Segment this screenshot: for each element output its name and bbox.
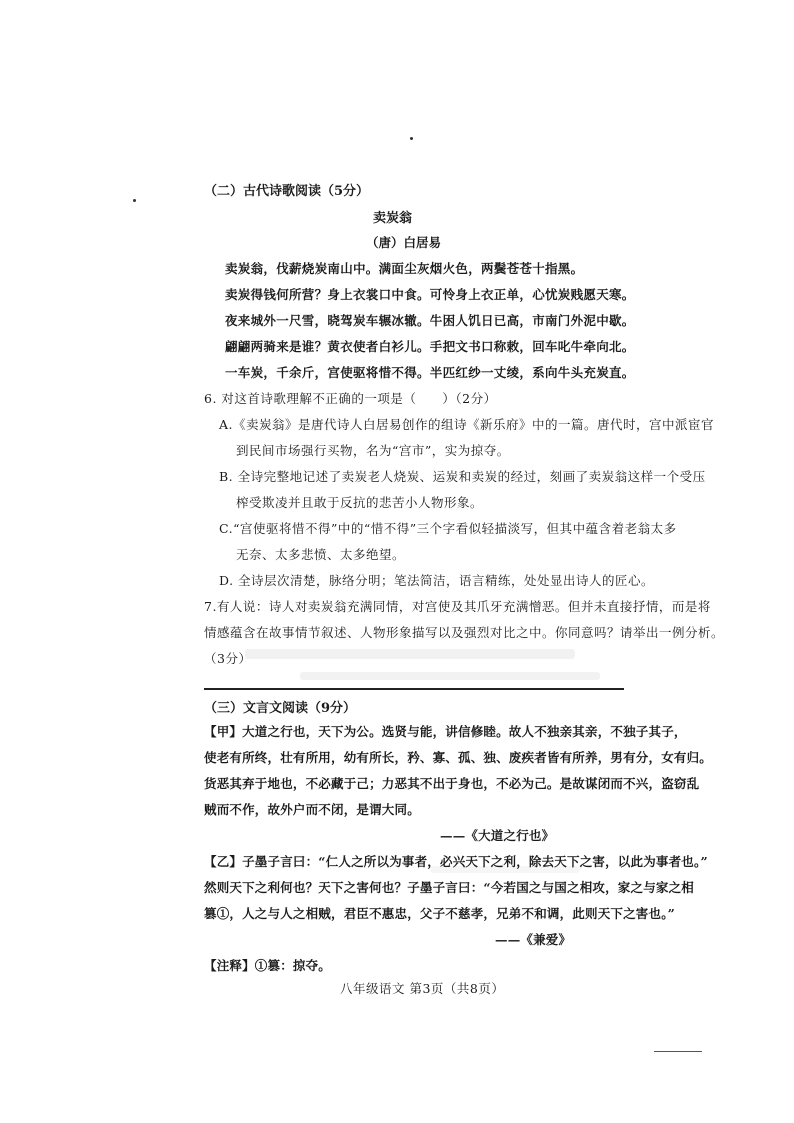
passage-yi-line: 篡①，人之与人之相贼，君臣不惠忠，父子不慈孝，兄弟不和调，此则天下之害也。” bbox=[204, 906, 676, 921]
question-6-option-a: A.《卖炭翁》是唐代诗人白居易创作的组诗《新乐府》中的一篇。唐代时，宫中派宦官 bbox=[219, 417, 715, 432]
annotation-note: 【注释】①篡：掠夺。 bbox=[204, 958, 332, 973]
poem-title: 卖炭翁 bbox=[373, 211, 413, 226]
question-6-option-b-cont: 榨受欺凌并且敢于反抗的悲苦小人物形象。 bbox=[236, 495, 484, 510]
question-6-stem: 6. 对这首诗歌理解不正确的一项是（ ）（2分） bbox=[204, 391, 497, 406]
passage-jia-line: 货恶其弃于地也，不必藏于己；力恶其不出于身也，不必为己。是故谋闭而不兴，盗窃乱 bbox=[204, 776, 700, 791]
section-divider bbox=[204, 688, 624, 690]
scan-smudge bbox=[300, 672, 600, 680]
section-title-classical: （三）文言文阅读（9分） bbox=[204, 701, 357, 716]
poem-line: 翩翩两骑来是谁？黄衣使者白衫儿。手把文书口称敕，回车叱牛牵向北。 bbox=[225, 339, 635, 354]
scan-speck bbox=[410, 137, 413, 140]
question-6-option-b: B. 全诗完整地记述了卖炭老人烧炭、运炭和卖炭的经过，刻画了卖炭翁这样一个受压 bbox=[219, 469, 706, 484]
poem-author: （唐）白居易 bbox=[366, 235, 442, 250]
poem-line: 卖炭翁，伐薪烧炭南山中。满面尘灰烟火色，两鬓苍苍十指黑。 bbox=[225, 261, 584, 276]
passage-yi-source: ——《兼爱》 bbox=[495, 932, 572, 947]
scan-smudge bbox=[245, 649, 575, 659]
passage-jia-line: 使老有所终，壮有所用，幼有所长，矜、寡、孤、独、废疾者皆有所养，男有分，女有归。 bbox=[204, 750, 713, 765]
passage-jia-source: ——《大道之行也》 bbox=[440, 828, 555, 843]
passage-jia-line: 【甲】大道之行也，天下为公。选贤与能，讲信修睦。故人不独亲其亲，不独子其子， bbox=[204, 724, 687, 739]
question-6-option-a-cont: 到民间市场强行买物，名为“宫市”，实为掠夺。 bbox=[236, 443, 510, 458]
scan-edge-mark bbox=[654, 1051, 702, 1052]
page-footer: 八年级语文 第3页（共8页） bbox=[340, 981, 505, 996]
passage-jia-line: 贼而不作，故外户而不闭，是谓大同。 bbox=[204, 802, 420, 817]
passage-yi-line: 【乙】子墨子言曰：“仁人之所以为事者，必兴天下之利，除去天下之害，以此为事者也。” bbox=[204, 854, 708, 869]
question-7-line: 情感蕴含在故事情节叙述、人物形象描写以及强烈对比之中。你同意吗？请举出一例分析。 bbox=[204, 625, 725, 640]
poem-line: 夜来城外一尺雪，晓驾炭车辗冰辙。牛困人饥日已高，市南门外泥中歇。 bbox=[225, 313, 635, 328]
question-6-option-c-cont: 无奈、太多悲愤、太多绝望。 bbox=[236, 547, 406, 562]
section-title-poetry: （二）古代诗歌阅读（5分） bbox=[204, 184, 370, 199]
poem-line: 一车炭，千余斤，宫使驱将惜不得。半匹红纱一丈绫，系向牛头充炭直。 bbox=[225, 365, 635, 380]
question-7-line: 7.有人说：诗人对卖炭翁充满同情，对宫使及其爪牙充满憎恶。但并未直接抒情，而是将 bbox=[204, 599, 711, 614]
question-6-option-d: D. 全诗层次清楚，脉络分明；笔法简洁，语言精练，处处显出诗人的匠心。 bbox=[219, 573, 655, 588]
poem-line: 卖炭得钱何所营？身上衣裳口中食。可怜身上衣正单，心忧炭贱愿天寒。 bbox=[225, 287, 635, 302]
passage-yi-line: 然则天下之利何也？天下之害何也？子墨子言曰：“今若国之与国之相攻，家之与家之相 bbox=[204, 880, 694, 895]
question-7-score: （3分） bbox=[204, 651, 252, 666]
question-6-option-c: C.“宫使驱将惜不得”中的“惜不得”三个字看似轻描淡写，但其中蕴含着老翁太多 bbox=[219, 521, 677, 536]
scan-speck bbox=[133, 199, 136, 202]
